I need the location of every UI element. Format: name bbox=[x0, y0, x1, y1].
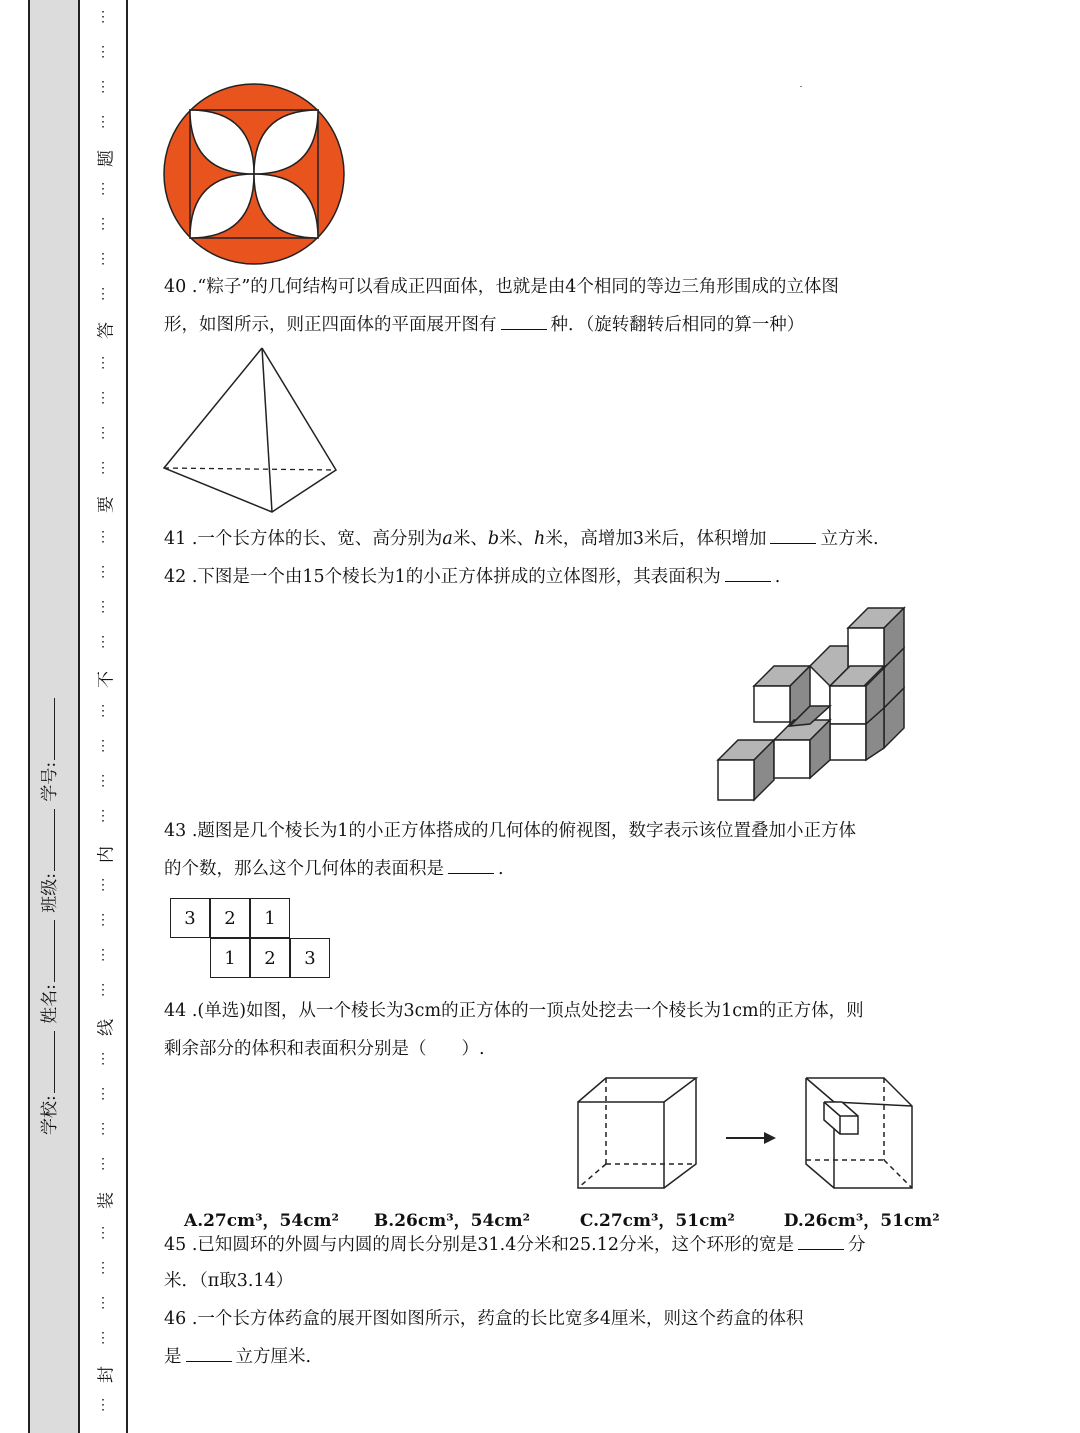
grid-cell: 2 bbox=[250, 938, 290, 978]
tetrahedron-figure bbox=[162, 346, 338, 514]
answer-blank-42[interactable] bbox=[725, 565, 771, 582]
grid-cell: 1 bbox=[250, 898, 290, 938]
seal-char: 答 bbox=[96, 322, 117, 339]
arrow-icon bbox=[726, 1130, 776, 1146]
seal-char: 题 bbox=[96, 150, 117, 167]
question-40-line-1: 40 .“粽子”的几何结构可以看成正四面体，也就是由4个相同的等边三角形围成的立体图 bbox=[164, 277, 839, 297]
seal-char: 封 bbox=[96, 1366, 117, 1383]
grid-cell: 1 bbox=[210, 938, 250, 978]
name-label: 姓名: bbox=[40, 984, 60, 1024]
question-45-line-2: 米．（π取3.14） bbox=[164, 1271, 294, 1291]
class-label: 班级: bbox=[40, 872, 60, 913]
question-41: 41 .一个长方体的长、宽、高分别为a米、b米、h米，高增加3米后，体积增加 立方米. bbox=[164, 529, 879, 549]
circle-petal-figure bbox=[162, 82, 346, 266]
option-a[interactable]: A.27cm³，54cm² bbox=[184, 1211, 339, 1231]
id-field[interactable] bbox=[36, 698, 55, 760]
id-label: 学号: bbox=[40, 761, 60, 802]
seal-char: 不 bbox=[96, 671, 117, 688]
answer-blank-45[interactable] bbox=[798, 1233, 844, 1250]
seal-char: 要 bbox=[96, 496, 117, 513]
answer-blank-41[interactable] bbox=[770, 527, 816, 544]
grid-cell: 3 bbox=[170, 898, 210, 938]
question-46-line-2: 是 立方厘米. bbox=[164, 1347, 312, 1367]
option-c[interactable]: C.27cm³，51cm² bbox=[579, 1211, 735, 1231]
question-43-line-2: 的个数，那么这个几何体的表面积是 . bbox=[164, 859, 504, 879]
answer-blank-40[interactable] bbox=[501, 313, 547, 330]
answer-blank-43[interactable] bbox=[448, 857, 494, 874]
grid-cell: 3 bbox=[290, 938, 330, 978]
name-field[interactable] bbox=[36, 920, 55, 982]
question-44-line-1: 44 .(单选)如图，从一个棱长为3cm的正方体的一顶点处挖去一个棱长为1cm的正方体，则 bbox=[164, 1001, 864, 1021]
question-40-line-2: 形，如图所示，则正四面体的平面展开图有 种．（旋转翻转后相同的算一种） bbox=[164, 315, 805, 335]
stacked-cubes-figure bbox=[714, 606, 910, 802]
seal-char: 线 bbox=[96, 1019, 117, 1036]
question-45-line-1: 45 .已知圆环的外圆与内圆的周长分别是31.4分米和25.12分米，这个环形的宽是 分 bbox=[164, 1235, 866, 1255]
school-label: 学校: bbox=[40, 1095, 60, 1135]
seal-char: 内 bbox=[96, 846, 117, 863]
question-43-line-1: 43 .题图是几个棱长为1的小正方体搭成的几何体的俯视图，数字表示该位置叠加小正方体 bbox=[164, 821, 857, 841]
question-42: 42 .下图是一个由15个棱长为1的小正方体拼成的立体图形，其表面积为 . bbox=[164, 567, 781, 587]
answer-blank-46[interactable] bbox=[186, 1345, 232, 1362]
option-d[interactable]: D.26cm³，51cm² bbox=[783, 1211, 940, 1231]
speck bbox=[800, 86, 802, 87]
seal-char: 装 bbox=[96, 1192, 117, 1209]
cube-figure bbox=[576, 1076, 700, 1192]
student-info-fields bbox=[35, 375, 65, 1135]
school-field[interactable] bbox=[36, 1031, 55, 1093]
question-46-line-1: 46 .一个长方体药盒的展开图如图所示，药盒的长比宽多4厘米，则这个药盒的体积 bbox=[164, 1309, 804, 1329]
grid-cell: 2 bbox=[210, 898, 250, 938]
option-b[interactable]: B.26cm³，54cm² bbox=[373, 1211, 531, 1231]
cube-with-notch-figure bbox=[804, 1076, 916, 1192]
class-field[interactable] bbox=[36, 809, 55, 871]
question-44-line-2: 剩余部分的体积和表面积分别是（ ）. bbox=[164, 1039, 485, 1059]
